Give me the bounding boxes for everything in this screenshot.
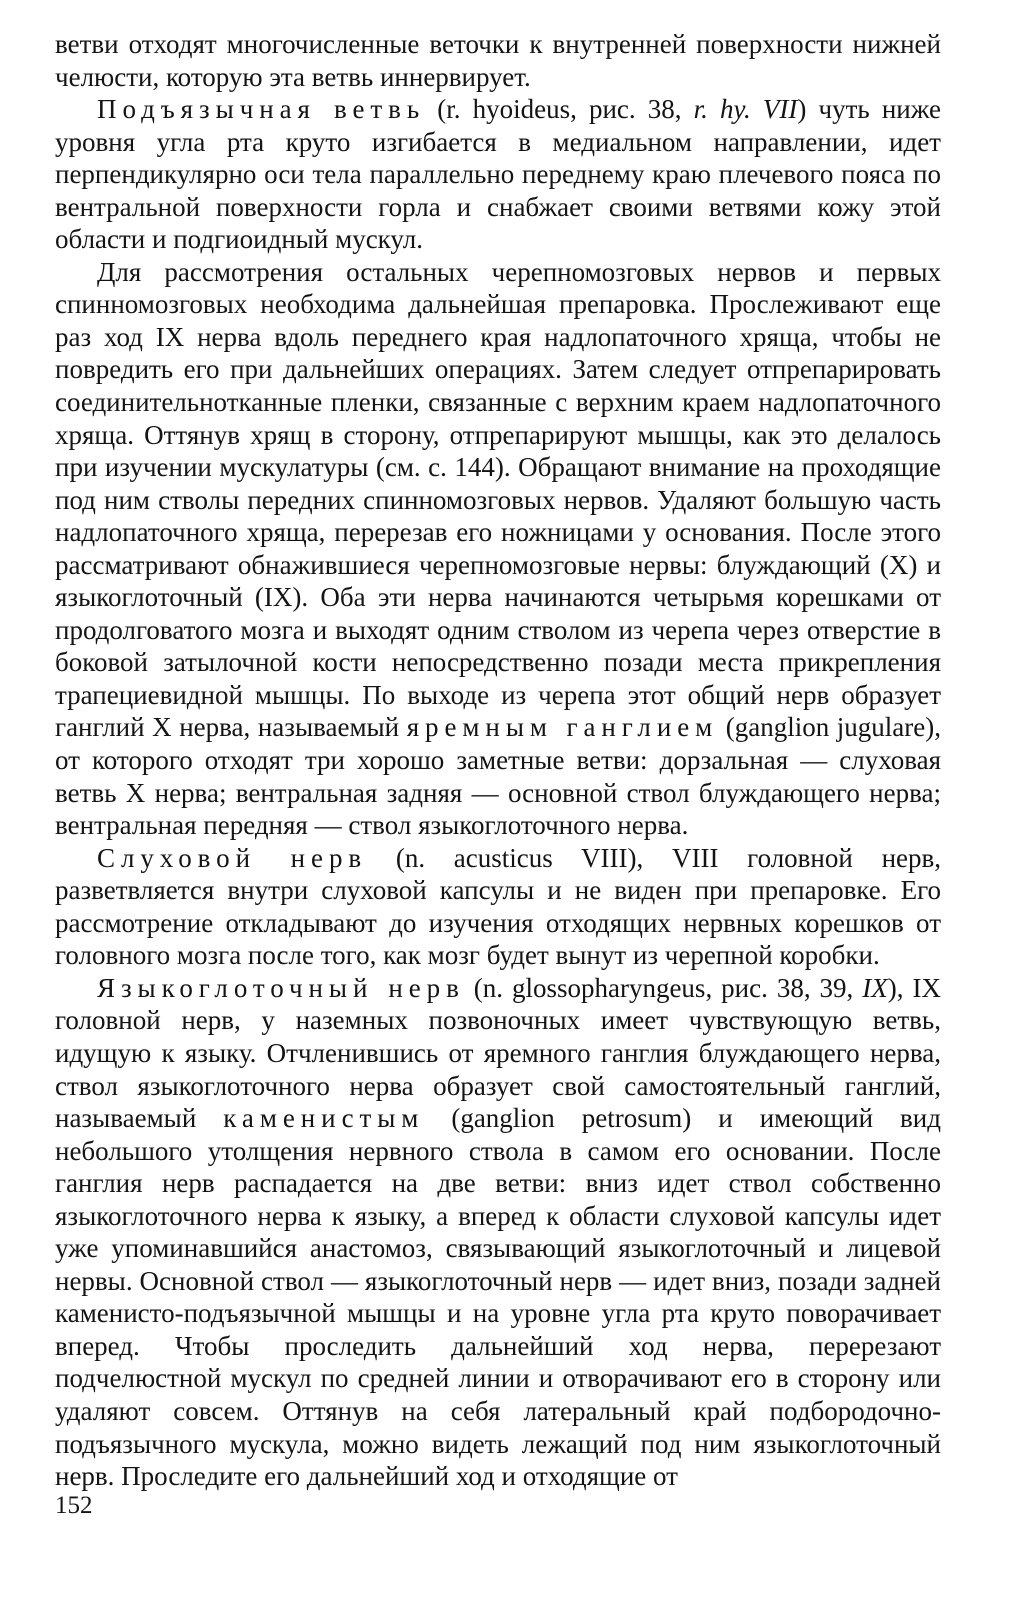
paragraph-continuation bbox=[55, 28, 941, 93]
paragraph-glossopharyngeal-nerve bbox=[55, 972, 941, 1493]
page-number: 152 bbox=[55, 1492, 93, 1519]
paragraph-acoustic-nerve bbox=[55, 842, 941, 972]
text-run: (n. glossopharyngeus, рис. 38, 39, bbox=[464, 972, 863, 1003]
text-run: (ganglion petrosum) и имеющий вид небольшого утолщения нервного ствола в самом его основании. После ганглия нерв распадается на две ветви: вниз идет ствол собственно языкоглоточного нерва к языку, а вперед к области слуховой капсулы идет уже упоминавшийся анастомоз, связывающий языкоглоточный и лицевой нервы. Основной ствол — языкоглоточный нерв — идет вниз, позади задней каменисто-подъязычной мышцы и на уровне угла рта круто поворачивает вперед. Чтобы проследить дальнейший ход нерва, перерезают подчелюстной мускул по средней линии и отворачивают его в сторону или удаляют совсем. Оттянув на себя латеральный край подбородочно-подъязычного мускула, можно видеть лежащий под ним языкоглоточный нерв. Проследите его дальнейший ход и отходящие от bbox=[55, 1103, 941, 1492]
text-run: ), IX головной нерв, у наземных позвоночных имеет чувствующую ветвь, идущую к языку. Отчленившись от яремного ганглия блуждающего нерва, ствол языкоглоточного нерва образует свой самостоятельный ганглий, называемый bbox=[55, 972, 941, 1134]
text-run: ветви отходят многочисленные веточки к внутренней поверхности нижней челюсти, которую эта ветвь иннервирует. bbox=[55, 29, 941, 92]
paragraph-dissection bbox=[55, 256, 941, 842]
figure-reference: r. hy. VII bbox=[693, 94, 798, 125]
paragraph-hyoid-branch bbox=[55, 93, 941, 256]
term-hyoid-branch: Подъязычная ветвь bbox=[97, 94, 426, 125]
text-run: ) чуть ниже уровня угла рта круто изгибается в медиальном направлении, идет перпендикулярно оси тела параллельно переднему краю плечевого пояса по вентральной поверхности горла и снабжает своими ветвями кожу этой области и подгиоидный мускул. bbox=[55, 94, 941, 255]
term-jugular-ganglion: яремным ганглием bbox=[406, 712, 719, 743]
text-run: Для рассмотрения остальных черепномозговых нервов и первых спинномозговых необходима дальнейшая препаровка. Прослеживают еще раз ход IX нерва вдоль переднего края надлопаточного хряща, чтобы не повредить его при дальнейших операциях. Затем следует отпрепарировать соединительнотканные пленки, связанные с верхним краем надлопаточного хряща. Оттянув хрящ в сторону, отпрепарируют мышцы, как это делалось при изучении мускулатуры (см. с. 144). Обращают внимание на проходящие под ним стволы передних спинномозговых нервов. Удаляют большую часть надлопаточного хряща, перерезав его ножницами у основания. После этого рассматривают обнажившиеся черепномозговые нервы: блуждающий (X) и языкоглоточный (IX). Оба эти нерва начинаются четырьмя корешками от продолговатого мозга и выходят одним стволом из черепа через отверстие в боковой затылочной кости непосредственно позади места прикрепления трапециевидной мышцы. По выходе из черепа этот общий нерв образует ганглий X нерва, называемый bbox=[55, 256, 941, 743]
text-run: (r. hyoideus, рис. 38, bbox=[425, 94, 694, 125]
term-glossopharyngeal-nerve: Языкоглоточный нерв bbox=[97, 972, 465, 1003]
term-acoustic-nerve: Слуховой нерв bbox=[97, 842, 368, 873]
text-run: (ganglion jugulare), от которого отходят три хорошо заметные ветви: дорзальная — слуховая ветвь X нерва; вентральная задняя — основной ствол блуждающего нерва; вентральная передняя — ствол языкоглоточного нерва. bbox=[55, 712, 941, 841]
text-run: (n. acusticus VIII), VIII головной нерв, разветвляется внутри слуховой капсулы и не виден при препаровке. Его рассмотрение откладывают до изучения отходящих нервных корешков от головного мозга после того, как мозг будет вынут из черепной коробки. bbox=[55, 842, 941, 971]
figure-reference: IX bbox=[862, 972, 888, 1003]
term-petrous-ganglion: каменистым bbox=[223, 1103, 425, 1134]
page-body bbox=[55, 28, 941, 1493]
